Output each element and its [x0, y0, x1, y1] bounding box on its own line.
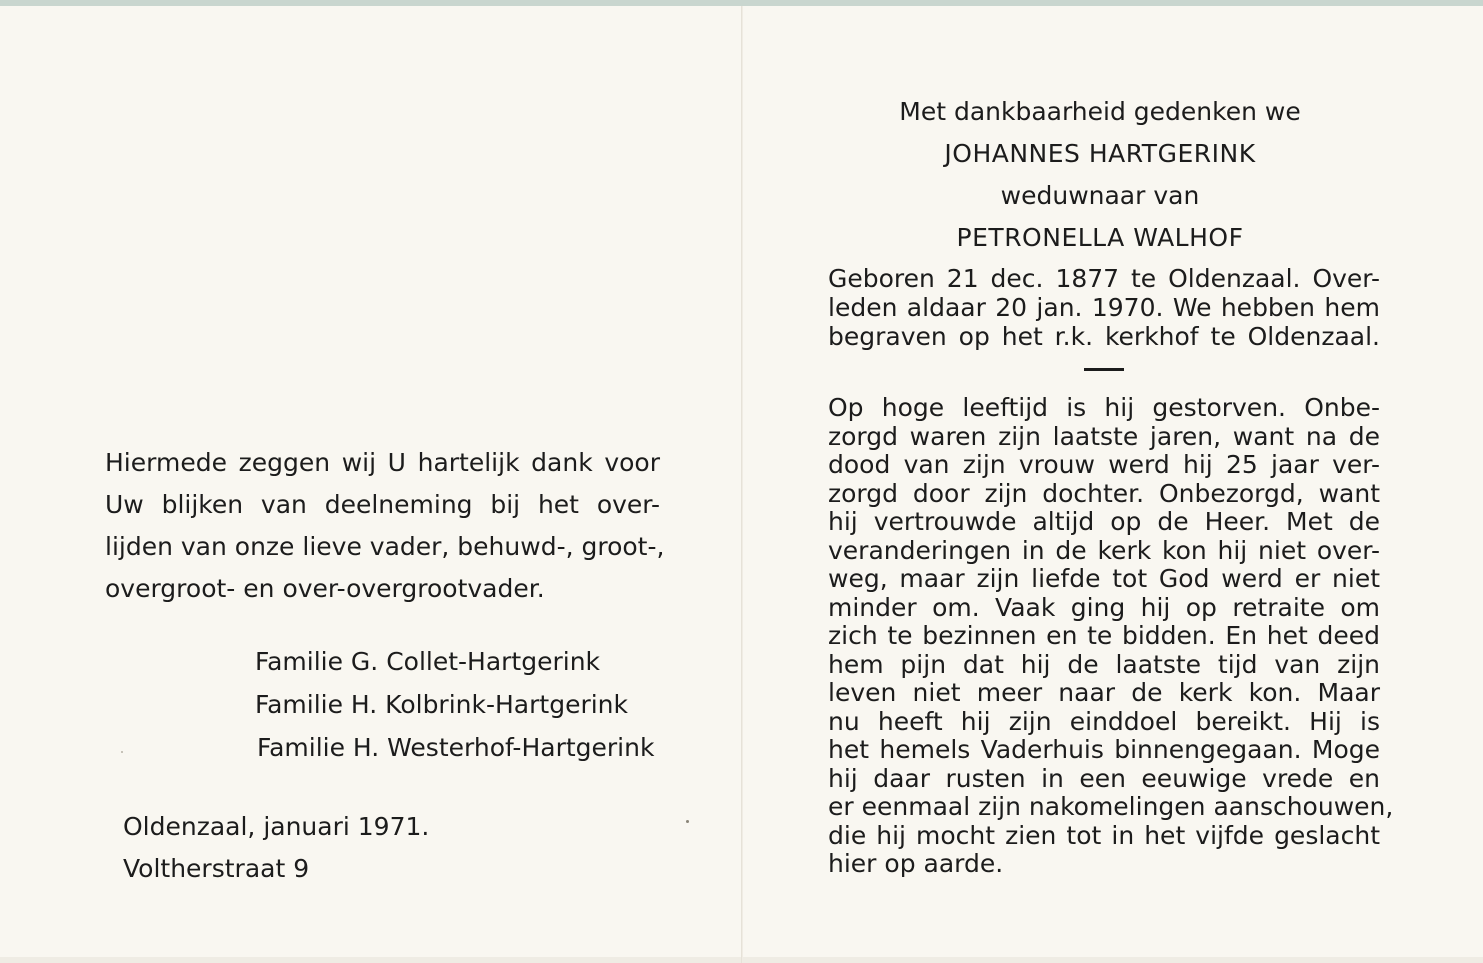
memorial-line: hem pijn dat hij de laatste tijd van zijn [828, 649, 1380, 679]
memorial-line: hij vertrouwde altijd op de Heer. Met de [828, 507, 1380, 536]
family-signatures [255, 640, 675, 769]
section-divider [1084, 368, 1124, 371]
family-name: Familie H. Kolbrink-Hartgerink [255, 690, 628, 719]
memorial-line: zorgd door zijn dochter. Onbezorgd, want [828, 478, 1380, 508]
paper-speck [686, 820, 689, 823]
memorial-text [828, 393, 1394, 879]
bio-line: begraven op het r.k. kerkhof te Oldenzaal. [828, 322, 1380, 351]
paper-speck [121, 751, 123, 753]
memorial-line: zich te bezinnen en te bidden. En het deed [828, 621, 1380, 650]
memorial-line: hij daar rusten in een eeuwige vrede en [828, 763, 1380, 793]
memorial-line: minder om. Vaak ging hij op retraite om [828, 592, 1380, 622]
intro-line: Met dankbaarheid gedenken we [899, 97, 1301, 126]
deceased-name: JOHANNES HARTGERINK [944, 139, 1256, 168]
family-name: Familie H. Westerhof-Hartgerink [257, 733, 655, 762]
memorial-line: leven niet meer naar de kerk kon. Maar [828, 678, 1380, 707]
thank-you-line: Uw blijken van deelneming bij het over- [105, 490, 660, 519]
memorial-line: weg, maar zijn liefde tot God werd er niet [828, 564, 1380, 593]
memorial-line: hier op aarde. [828, 849, 1004, 878]
thank-you-line: overgroot- en over-overgrootvader. [105, 574, 545, 603]
place-and-address [123, 806, 429, 890]
thank-you-paragraph [105, 442, 665, 610]
place-date: Oldenzaal, januari 1971. [123, 812, 430, 841]
bio-line: leden aldaar 20 jan. 1970. We hebben hem [828, 293, 1380, 322]
memorial-line: dood van zijn vrouw werd hij 25 jaar ver- [828, 450, 1380, 479]
memorial-line: nu heeft hij zijn einddoel bereikt. Hij is [828, 706, 1380, 736]
thank-you-line: Hiermede zeggen wij U hartelijk dank voor [105, 448, 660, 477]
biography [828, 264, 1380, 351]
memorial-line: het hemels Vaderhuis binnengegaan. Moge [828, 735, 1380, 764]
bio-line: Geboren 21 dec. 1877 te Oldenzaal. Over- [828, 264, 1380, 293]
memorial-line: Op hoge leeftijd is hij gestorven. Onbe- [828, 393, 1380, 422]
memorial-header [820, 91, 1380, 259]
memorial-line: er eenmaal zijn nakomelingen aanschouwen, [828, 792, 1394, 821]
card-fold [741, 6, 743, 963]
relation-line: weduwnaar van [1000, 181, 1200, 210]
family-name: Familie G. Collet-Hartgerink [255, 647, 601, 676]
memorial-line: die hij mocht zien tot in het vijfde geslacht [828, 820, 1380, 850]
spouse-name: PETRONELLA WALHOF [956, 223, 1244, 252]
address: Voltherstraat 9 [123, 854, 310, 883]
thank-you-line: lijden van onze lieve vader, behuwd-, groot-, [105, 532, 665, 561]
memorial-line: veranderingen in de kerk kon hij niet over- [828, 535, 1380, 565]
memorial-line: zorgd waren zijn laatste jaren, want na de [828, 421, 1380, 451]
